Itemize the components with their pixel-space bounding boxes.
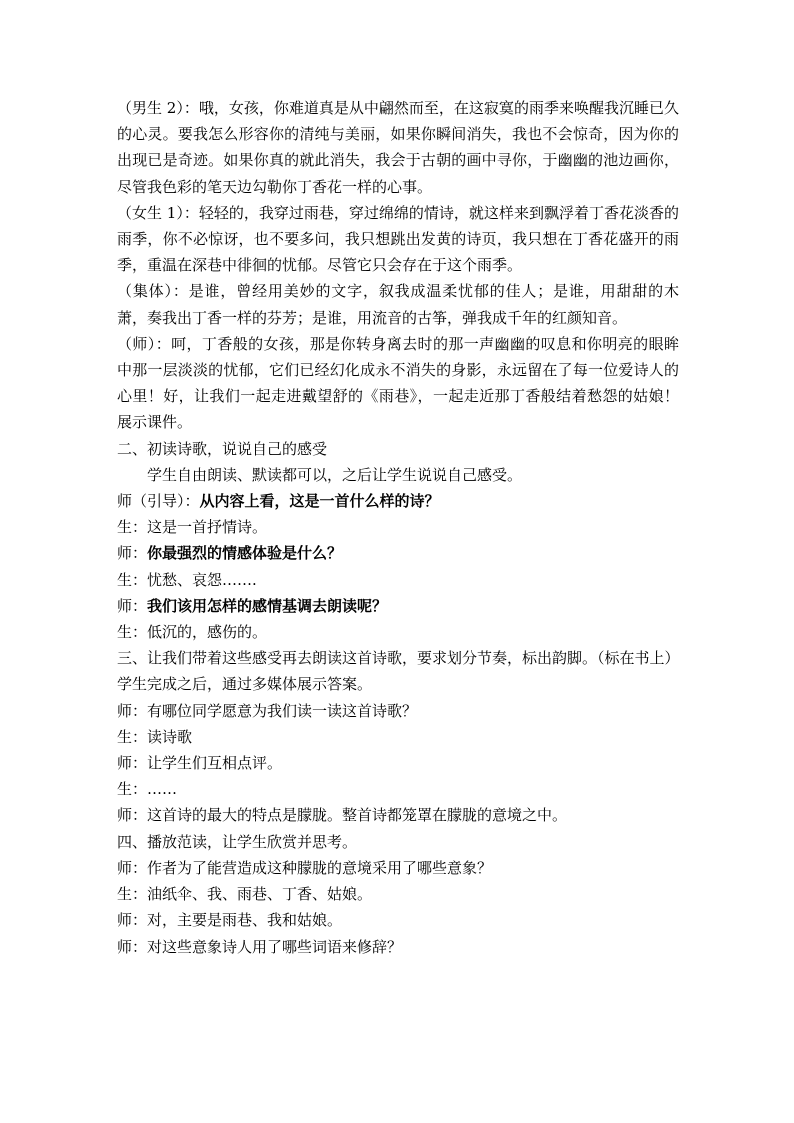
teacher-line: 师：对这些意象诗人用了哪些词语来修辞？	[117, 937, 403, 956]
speaker-label: 师（引导）：	[117, 492, 200, 511]
student-answer-1: 生：这是一首抒情诗。	[117, 518, 268, 537]
teacher-line: 师：有哪位同学愿意为我们读一读这首诗歌？	[117, 701, 418, 720]
student-line: 生：……	[117, 780, 178, 799]
dialogue-paragraph-group: （集体）：是谁，曾经用美妙的文字，叙我成温柔忧郁的佳人；是谁，用甜甜的木萧，奏我出丁香一样的芬芳；是谁，用流音的古筝，弹我成千年的红颜知音。	[117, 282, 679, 327]
dialogue-paragraph-girl1: （女生 1）：轻轻的，我穿过雨巷，穿过绵绵的情诗，就这样来到飘浮着丁香花淡香的雨季，你不必惊讶，也不要多问，我只想跳出发黄的诗页，我只想在丁香花盛开的雨季，重温在深巷中徘徊的忧郁。尽管它只会存在于这个雨季。	[117, 203, 679, 275]
question-text: 我们该用怎样的感情基调去朗读呢？	[147, 596, 388, 615]
teacher-question-3	[117, 593, 679, 619]
speaker-label: 师：	[117, 544, 148, 563]
teacher-question-1	[117, 488, 679, 514]
document-page	[117, 95, 679, 960]
student-line: 生：读诗歌	[117, 727, 193, 746]
instruction-line: 学生完成之后，通过多媒体展示答案。	[117, 675, 373, 694]
student-answer-2: 生：忧愁、哀怨…….	[117, 570, 257, 589]
teacher-line: 师：作者为了能营造成这种朦胧的意境采用了哪些意象？	[117, 858, 493, 877]
section-heading-2: 二、初读诗歌，说说自己的感受	[117, 439, 328, 458]
teacher-line: 师：对，主要是雨巷、我和姑娘。	[117, 911, 343, 930]
question-text: 从内容上看，这是一首什么样的诗？	[199, 492, 440, 511]
dialogue-paragraph-boy2: （男生 2）：哦，女孩，你难道真是从中翩然而至，在这寂寞的雨季来唤醒我沉睡已久的心灵。要我怎么形容你的清纯与美丽，如果你瞬间消失，我也不会惊奇，因为你的出现已是奇迹。如果你真的就此消失，我会于古朝的画中寻你，于幽幽的池边画你，尽管我色彩的笔天边勾勒你丁香花一样的心事。	[117, 99, 679, 196]
dialogue-paragraph-teacher: （师）：呵，丁香般的女孩，那是你转身离去时的那一声幽幽的叹息和你明亮的眼眸中那一层淡淡的忧郁，它们已经幻化成永不消失的身影，永远留在了每一位爱诗人的心里！好，让我们一起走进戴望舒的《雨巷》，一起走近那丁香般结着愁怨的姑娘！展示课件。	[117, 334, 679, 432]
section-heading-3: 三、让我们带着这些感受再去朗读这首诗歌，要求划分节奏，标出韵脚。（标在书上）	[117, 649, 680, 668]
section-heading-4: 四、播放范读，让学生欣赏并思考。	[117, 832, 358, 851]
student-answer-3: 生：低沉的，感伤的。	[117, 623, 268, 642]
speaker-label: 师：	[117, 596, 148, 615]
question-text: 你最强烈的情感体验是什么？	[147, 544, 343, 563]
teacher-line: 师：这首诗的最大的特点是朦胧。整首诗都笼罩在朦胧的意境之中。	[117, 806, 568, 825]
instruction-line: 学生自由朗读、默读都可以，之后让学生说说自己感受。	[147, 465, 523, 484]
teacher-question-2	[117, 540, 679, 566]
teacher-line: 师：让学生们互相点评。	[117, 754, 283, 773]
student-line: 生：油纸伞、我、雨巷、丁香、姑娘。	[117, 885, 373, 904]
